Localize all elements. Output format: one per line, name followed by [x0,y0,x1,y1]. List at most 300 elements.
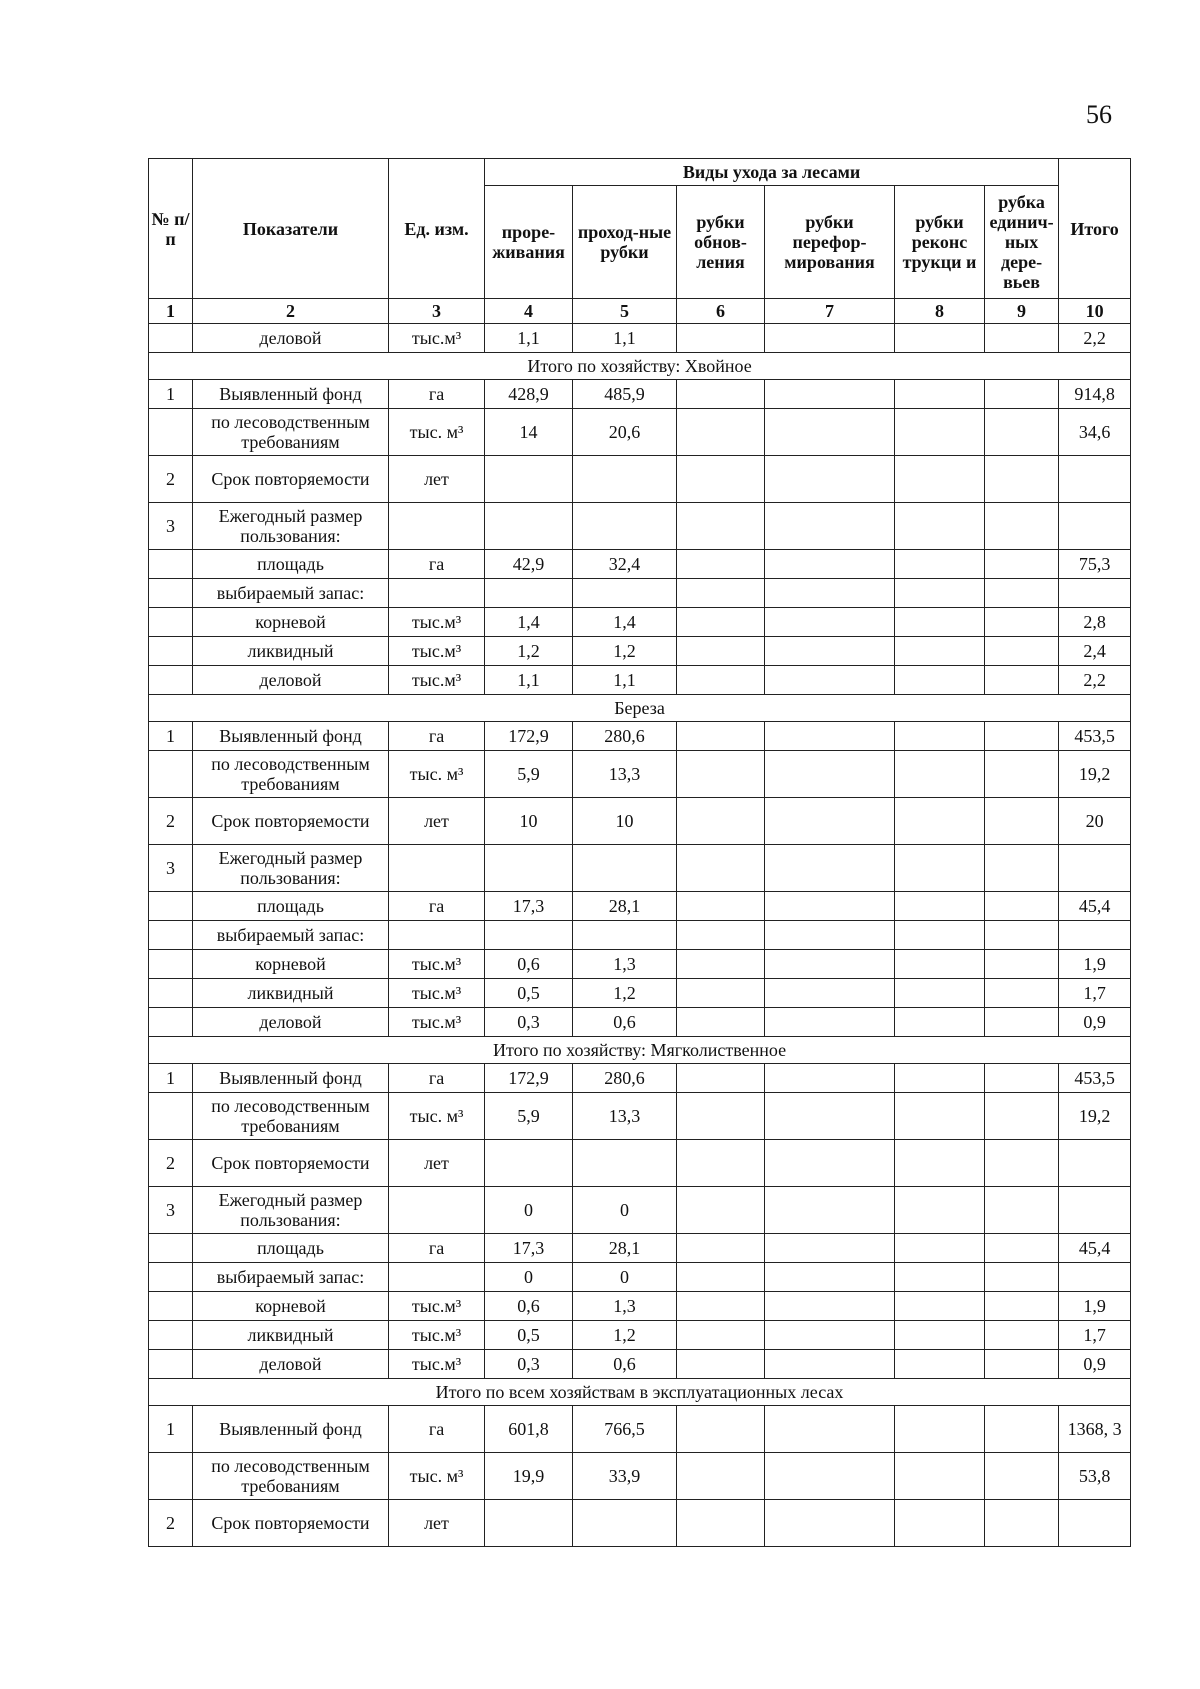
thinning-value: 10 [485,798,573,845]
renewal-cutting-value [677,550,765,579]
table-row [149,380,1131,409]
table-row [149,1453,1131,1500]
thinning-value [485,503,573,550]
reformation-cutting-value [765,666,895,695]
total-value: 1368, 3 [1059,1406,1131,1453]
single-tree-cutting-value [985,1140,1059,1187]
indicator: по лесоводственным требованиям [193,751,389,798]
total-value: 453,5 [1059,722,1131,751]
reconstruction-cutting-value [895,637,985,666]
reconstruction-cutting-value [895,1008,985,1037]
total-value [1059,503,1131,550]
reconstruction-cutting-value [895,1406,985,1453]
row-number: 1 [149,1406,193,1453]
unit [389,845,485,892]
single-tree-cutting-value [985,979,1059,1008]
indicator: площадь [193,550,389,579]
row-number [149,1263,193,1292]
table-row [149,798,1131,845]
row-number: 3 [149,1187,193,1234]
row-number [149,1008,193,1037]
reconstruction-cutting-value [895,324,985,353]
passage-cutting-value: 32,4 [573,550,677,579]
thinning-value: 14 [485,409,573,456]
header-type-reformation-cutting: рубки перефор-мирования [765,186,895,299]
table-row [149,550,1131,579]
unit: га [389,892,485,921]
unit [389,1263,485,1292]
table-row [149,456,1131,503]
indicator: ликвидный [193,1321,389,1350]
col-number: 4 [485,299,573,324]
row-number [149,950,193,979]
renewal-cutting-value [677,1008,765,1037]
single-tree-cutting-value [985,1321,1059,1350]
unit: тыс. м³ [389,1453,485,1500]
unit [389,579,485,608]
single-tree-cutting-value [985,1064,1059,1093]
passage-cutting-value [573,1140,677,1187]
reformation-cutting-value [765,921,895,950]
reconstruction-cutting-value [895,1500,985,1547]
total-value [1059,1140,1131,1187]
reconstruction-cutting-value [895,1234,985,1263]
table-row [149,1500,1131,1547]
total-value [1059,1500,1131,1547]
table-body [149,324,1131,1547]
passage-cutting-value: 28,1 [573,892,677,921]
unit: тыс. м³ [389,751,485,798]
reconstruction-cutting-value [895,1093,985,1140]
reformation-cutting-value [765,751,895,798]
passage-cutting-value: 0 [573,1263,677,1292]
header-total: Итого [1059,159,1131,299]
table-row [149,1064,1131,1093]
unit: тыс. м³ [389,1093,485,1140]
reformation-cutting-value [765,1234,895,1263]
thinning-value [485,921,573,950]
thinning-value: 5,9 [485,1093,573,1140]
passage-cutting-value: 1,2 [573,979,677,1008]
unit: тыс.м³ [389,1008,485,1037]
row-number: 3 [149,845,193,892]
table-header [149,159,1131,324]
unit: тыс. м³ [389,409,485,456]
unit: тыс.м³ [389,1321,485,1350]
unit: га [389,1234,485,1263]
single-tree-cutting-value [985,921,1059,950]
passage-cutting-value: 0,6 [573,1008,677,1037]
table-row [149,979,1131,1008]
total-value: 453,5 [1059,1064,1131,1093]
row-number: 1 [149,1064,193,1093]
unit: га [389,550,485,579]
reconstruction-cutting-value [895,503,985,550]
reformation-cutting-value [765,1064,895,1093]
total-value: 19,2 [1059,751,1131,798]
table-row [149,845,1131,892]
reformation-cutting-value [765,1453,895,1500]
reformation-cutting-value [765,1321,895,1350]
thinning-value: 0,5 [485,979,573,1008]
row-number [149,751,193,798]
total-value [1059,579,1131,608]
total-value: 1,7 [1059,979,1131,1008]
passage-cutting-value [573,921,677,950]
row-number: 2 [149,1140,193,1187]
indicator: выбираемый запас: [193,579,389,608]
reformation-cutting-value [765,579,895,608]
table-row [149,503,1131,550]
passage-cutting-value: 1,2 [573,637,677,666]
thinning-value: 19,9 [485,1453,573,1500]
total-value [1059,921,1131,950]
table-row [149,666,1131,695]
indicator: Выявленный фонд [193,722,389,751]
renewal-cutting-value [677,608,765,637]
total-value [1059,456,1131,503]
reformation-cutting-value [765,409,895,456]
single-tree-cutting-value [985,1093,1059,1140]
passage-cutting-value: 1,2 [573,1321,677,1350]
section-title: Итого по всем хозяйствам в эксплуатационных лесах [149,1379,1131,1406]
passage-cutting-value [573,845,677,892]
reconstruction-cutting-value [895,892,985,921]
row-number: 1 [149,380,193,409]
row-number [149,1321,193,1350]
thinning-value: 17,3 [485,1234,573,1263]
reconstruction-cutting-value [895,722,985,751]
thinning-value [485,845,573,892]
single-tree-cutting-value [985,324,1059,353]
reconstruction-cutting-value [895,380,985,409]
single-tree-cutting-value [985,380,1059,409]
total-value: 1,9 [1059,1292,1131,1321]
reformation-cutting-value [765,1500,895,1547]
single-tree-cutting-value [985,608,1059,637]
col-number: 1 [149,299,193,324]
renewal-cutting-value [677,637,765,666]
indicator: по лесоводственным требованиям [193,409,389,456]
renewal-cutting-value [677,503,765,550]
unit: тыс.м³ [389,324,485,353]
table-row [149,1093,1131,1140]
col-number: 7 [765,299,895,324]
indicator: Ежегодный размер пользования: [193,1187,389,1234]
table-row [149,722,1131,751]
indicator: Ежегодный размер пользования: [193,503,389,550]
unit: тыс.м³ [389,950,485,979]
passage-cutting-value [573,503,677,550]
total-value: 53,8 [1059,1453,1131,1500]
reconstruction-cutting-value [895,409,985,456]
reconstruction-cutting-value [895,950,985,979]
indicator: ликвидный [193,979,389,1008]
thinning-value: 0,6 [485,950,573,979]
unit [389,921,485,950]
table-row [149,1321,1131,1350]
row-number [149,579,193,608]
indicator: корневой [193,608,389,637]
reformation-cutting-value [765,798,895,845]
indicator: Ежегодный размер пользования: [193,845,389,892]
row-number [149,1350,193,1379]
single-tree-cutting-value [985,798,1059,845]
passage-cutting-value: 1,3 [573,950,677,979]
total-value: 1,7 [1059,1321,1131,1350]
thinning-value [485,1500,573,1547]
reformation-cutting-value [765,1187,895,1234]
header-type-single-tree-cutting: рубка единич-ных дере-вьев [985,186,1059,299]
total-value [1059,1263,1131,1292]
col-number: 5 [573,299,677,324]
unit: лет [389,798,485,845]
passage-cutting-value: 485,9 [573,380,677,409]
passage-cutting-value: 280,6 [573,1064,677,1093]
table-row [149,921,1131,950]
indicator: Выявленный фонд [193,1064,389,1093]
renewal-cutting-value [677,579,765,608]
reconstruction-cutting-value [895,608,985,637]
row-number [149,550,193,579]
thinning-value: 0 [485,1263,573,1292]
table-row [149,1140,1131,1187]
single-tree-cutting-value [985,1453,1059,1500]
reconstruction-cutting-value [895,1263,985,1292]
section-title: Итого по хозяйству: Хвойное [149,353,1131,380]
row-number: 1 [149,722,193,751]
table-row [149,324,1131,353]
passage-cutting-value: 766,5 [573,1406,677,1453]
single-tree-cutting-value [985,666,1059,695]
header-type-thinning: проре-живания [485,186,573,299]
reformation-cutting-value [765,550,895,579]
table-row [149,892,1131,921]
single-tree-cutting-value [985,1263,1059,1292]
renewal-cutting-value [677,1500,765,1547]
total-value: 45,4 [1059,1234,1131,1263]
reformation-cutting-value [765,1406,895,1453]
reconstruction-cutting-value [895,845,985,892]
passage-cutting-value: 1,1 [573,666,677,695]
renewal-cutting-value [677,950,765,979]
indicator: деловой [193,1350,389,1379]
thinning-value [485,1140,573,1187]
indicator: ликвидный [193,637,389,666]
row-number [149,666,193,695]
reformation-cutting-value [765,892,895,921]
thinning-value: 1,1 [485,666,573,695]
indicator: деловой [193,324,389,353]
header-type-renewal-cutting: рубки обнов-ления [677,186,765,299]
passage-cutting-value: 0,6 [573,1350,677,1379]
reformation-cutting-value [765,1093,895,1140]
reconstruction-cutting-value [895,456,985,503]
thinning-value: 428,9 [485,380,573,409]
renewal-cutting-value [677,1187,765,1234]
renewal-cutting-value [677,1350,765,1379]
renewal-cutting-value [677,380,765,409]
thinning-value: 0,3 [485,1008,573,1037]
passage-cutting-value: 10 [573,798,677,845]
thinning-value: 17,3 [485,892,573,921]
header-indicators: Показатели [193,159,389,299]
single-tree-cutting-value [985,950,1059,979]
reformation-cutting-value [765,722,895,751]
thinning-value: 1,1 [485,324,573,353]
unit: га [389,1406,485,1453]
page-number: 56 [1086,100,1112,129]
table-row [149,608,1131,637]
passage-cutting-value: 0 [573,1187,677,1234]
renewal-cutting-value [677,666,765,695]
thinning-value: 172,9 [485,722,573,751]
total-value: 1,9 [1059,950,1131,979]
thinning-value: 0,3 [485,1350,573,1379]
table-row [149,1350,1131,1379]
indicator: корневой [193,1292,389,1321]
table-row [149,579,1131,608]
reformation-cutting-value [765,845,895,892]
indicator: Срок повторяемости [193,798,389,845]
thinning-value: 0,5 [485,1321,573,1350]
renewal-cutting-value [677,979,765,1008]
column-numbers-row [149,299,1131,324]
thinning-value: 1,4 [485,608,573,637]
single-tree-cutting-value [985,1350,1059,1379]
single-tree-cutting-value [985,637,1059,666]
reformation-cutting-value [765,950,895,979]
col-number: 9 [985,299,1059,324]
indicator: Выявленный фонд [193,380,389,409]
single-tree-cutting-value [985,1008,1059,1037]
col-number: 2 [193,299,389,324]
thinning-value: 5,9 [485,751,573,798]
renewal-cutting-value [677,751,765,798]
section-title: Береза [149,695,1131,722]
unit: га [389,722,485,751]
table-row [149,1234,1131,1263]
row-number [149,409,193,456]
renewal-cutting-value [677,1234,765,1263]
single-tree-cutting-value [985,845,1059,892]
unit: лет [389,456,485,503]
renewal-cutting-value [677,798,765,845]
table-row [149,1292,1131,1321]
passage-cutting-value: 1,3 [573,1292,677,1321]
passage-cutting-value: 33,9 [573,1453,677,1500]
reformation-cutting-value [765,503,895,550]
total-value: 2,4 [1059,637,1131,666]
row-number: 2 [149,1500,193,1547]
passage-cutting-value: 1,1 [573,324,677,353]
renewal-cutting-value [677,921,765,950]
reconstruction-cutting-value [895,1064,985,1093]
header-unit: Ед. изм. [389,159,485,299]
passage-cutting-value: 280,6 [573,722,677,751]
single-tree-cutting-value [985,579,1059,608]
renewal-cutting-value [677,1093,765,1140]
col-number: 3 [389,299,485,324]
renewal-cutting-value [677,845,765,892]
section-header-row [149,1379,1131,1406]
renewal-cutting-value [677,456,765,503]
col-number: 8 [895,299,985,324]
single-tree-cutting-value [985,751,1059,798]
section-header-row [149,1037,1131,1064]
reconstruction-cutting-value [895,751,985,798]
reconstruction-cutting-value [895,979,985,1008]
indicator: Срок повторяемости [193,1140,389,1187]
total-value [1059,1187,1131,1234]
total-value: 2,8 [1059,608,1131,637]
reformation-cutting-value [765,1140,895,1187]
renewal-cutting-value [677,1064,765,1093]
reconstruction-cutting-value [895,1187,985,1234]
indicator: площадь [193,1234,389,1263]
unit: тыс.м³ [389,608,485,637]
thinning-value: 601,8 [485,1406,573,1453]
thinning-value: 0,6 [485,1292,573,1321]
reformation-cutting-value [765,637,895,666]
row-number [149,608,193,637]
total-value: 2,2 [1059,666,1131,695]
passage-cutting-value: 20,6 [573,409,677,456]
row-number: 2 [149,798,193,845]
row-number [149,1093,193,1140]
section-title: Итого по хозяйству: Мягколиственное [149,1037,1131,1064]
row-number [149,892,193,921]
total-value: 914,8 [1059,380,1131,409]
reformation-cutting-value [765,1292,895,1321]
single-tree-cutting-value [985,1406,1059,1453]
row-number [149,1453,193,1500]
indicator: площадь [193,892,389,921]
passage-cutting-value [573,1500,677,1547]
row-number [149,921,193,950]
table-row [149,1263,1131,1292]
renewal-cutting-value [677,722,765,751]
table-row [149,1187,1131,1234]
indicator: по лесоводственным требованиям [193,1453,389,1500]
indicator: выбираемый запас: [193,921,389,950]
table-row [149,1406,1131,1453]
total-value: 75,3 [1059,550,1131,579]
reformation-cutting-value [765,456,895,503]
header-types-title: Виды ухода за лесами [485,159,1059,186]
indicator: выбираемый запас: [193,1263,389,1292]
single-tree-cutting-value [985,1500,1059,1547]
reconstruction-cutting-value [895,921,985,950]
reconstruction-cutting-value [895,550,985,579]
renewal-cutting-value [677,409,765,456]
renewal-cutting-value [677,1406,765,1453]
header-type-passage-cutting: проход-ные рубки [573,186,677,299]
passage-cutting-value: 13,3 [573,751,677,798]
total-value: 0,9 [1059,1008,1131,1037]
indicator: по лесоводственным требованиям [193,1093,389,1140]
reformation-cutting-value [765,1263,895,1292]
col-number: 10 [1059,299,1131,324]
reconstruction-cutting-value [895,1453,985,1500]
passage-cutting-value [573,456,677,503]
indicator: Выявленный фонд [193,1406,389,1453]
unit: лет [389,1500,485,1547]
reconstruction-cutting-value [895,1321,985,1350]
thinning-value [485,456,573,503]
unit: тыс.м³ [389,1350,485,1379]
unit: тыс.м³ [389,979,485,1008]
